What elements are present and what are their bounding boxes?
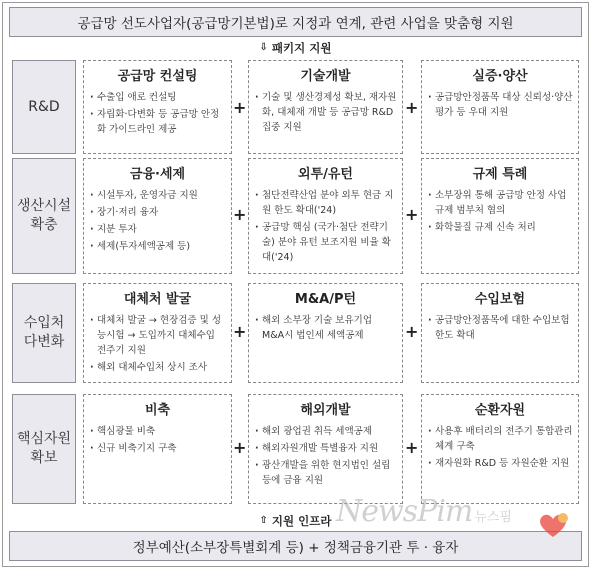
plus-icon: + — [405, 98, 419, 117]
list-item: · 대체처 발굴 → 현장검증 및 성능시험 → 도입까지 대체수입 전주기 지원 — [89, 313, 226, 358]
plus-icon: + — [405, 322, 419, 341]
plus-icon: + — [233, 98, 247, 117]
list-item: · 재자원화 R&D 등 자원순환 지원 — [427, 456, 573, 471]
plus-icon: + — [233, 438, 247, 457]
plus-icon: + — [405, 205, 419, 224]
box-title: 공급망 컨설팅 — [117, 69, 198, 84]
box-supply-chain-consulting — [83, 60, 232, 154]
plus-icon: + — [405, 438, 419, 457]
row-label-text: 생산시설 확충 — [16, 198, 72, 233]
plus-icon: + — [233, 205, 247, 224]
box-foreign-investment-reshoring — [248, 158, 403, 274]
list-item: · 해외 소부장 기술 보유기업 M&A시 법인세 세액공제 — [254, 313, 397, 343]
box-demonstration-mass-production — [421, 60, 579, 154]
list-item: · 핵심광물 비축 — [89, 424, 226, 439]
package-strip — [9, 40, 582, 55]
box-stockpiling — [83, 394, 232, 504]
list-item: · 광산개발을 위한 현지법인 설립 등에 금융 지원 — [254, 458, 397, 488]
up-arrow-icon: ⇧ — [259, 515, 268, 526]
box-alternative-source-discovery — [83, 283, 232, 383]
header-title: 공급망 선도사업자(공급망기본법)로 지정과 연계, 관련 사업을 맞춤형 지원 — [77, 16, 514, 32]
list-item: · 해외 광업권 취득 세액공제 — [254, 424, 397, 439]
list-item: · 수출입 애로 컨설팅 — [89, 90, 226, 105]
watermark-logo: NewsPim 뉴스핌 — [336, 494, 512, 529]
list-item: · 세제(투자세액공제 등) — [89, 239, 226, 254]
box-title: 금융·세제 — [129, 167, 186, 182]
list-item: · 신규 비축기지 구축 — [89, 441, 226, 456]
box-title: 규제 특례 — [472, 167, 528, 182]
list-item: · 공급망 핵심 (국가·첨단 전략기술) 분야 유턴 보조지원 비율 확대('24) — [254, 220, 397, 265]
box-overseas-development — [248, 394, 403, 504]
watermark-heart-icon — [536, 510, 570, 540]
footer-banner — [9, 531, 582, 561]
box-title: 외투/유턴 — [298, 167, 353, 182]
list-item: · 자립화·다변화 등 공급망 안정화 가이드라인 제공 — [89, 107, 226, 137]
list-item: · 공급망안정품목 대상 신뢰성·양산평가 등 우대 지원 — [427, 90, 573, 120]
row-label-text: 핵심자원 확보 — [16, 431, 72, 466]
header-banner — [9, 7, 582, 37]
row-label-text: R&D — [28, 98, 60, 115]
down-arrow-icon: ⇩ — [259, 42, 268, 53]
list-item: · 장기·저리 융자 — [89, 205, 226, 220]
list-item: · 사용후 배터리의 전주기 통합관리체계 구축 — [427, 424, 573, 454]
row-label-text: 수입처 다변화 — [23, 315, 65, 350]
box-title: 해외개발 — [300, 403, 351, 418]
box-title: 수입보험 — [474, 292, 526, 307]
plus-icon: + — [233, 322, 247, 341]
box-regulatory-exemption — [421, 158, 579, 274]
list-item: · 해외 대체수입처 상시 조사 — [89, 360, 226, 375]
package-strip-label: 패키지 지원 — [271, 40, 332, 55]
box-mna-reshoring — [248, 283, 403, 383]
list-item: · 소부장위 통해 공급망 안정 사업 규제 범부처 협의 — [427, 188, 573, 218]
list-item: · 기술 및 생산경제성 확보, 재자원화, 대체재 개발 등 공급망 R&D 집중 지원 — [254, 90, 397, 135]
list-item: · 시설투자, 운영자금 지원 — [89, 188, 226, 203]
box-title: 대체처 발굴 — [123, 292, 192, 307]
box-title: 기술개발 — [300, 69, 351, 84]
row-label-import-diversification — [12, 283, 76, 383]
box-tech-development — [248, 60, 403, 154]
box-title: 실증·양산 — [472, 69, 528, 84]
box-title: M&A/P턴 — [294, 292, 357, 307]
box-import-insurance — [421, 283, 579, 383]
row-label-rnd — [12, 60, 76, 154]
box-circular-resources — [421, 394, 579, 504]
box-title: 비축 — [144, 403, 171, 418]
list-item: · 공급망안정품목에 대한 수입보험 한도 확대 — [427, 313, 573, 343]
list-item: · 화학물질 규제 신속 처리 — [427, 220, 573, 235]
infra-strip-label: 지원 인프라 — [271, 513, 332, 528]
list-item: · 지분 투자 — [89, 222, 226, 237]
row-label-core-resources — [12, 394, 76, 504]
footer-text: 정부예산(소부장특별회계 등) + 정책금융기관 투 · 융자 — [132, 540, 459, 556]
row-label-production-expansion — [12, 158, 76, 274]
box-finance-tax — [83, 158, 232, 274]
list-item: · 해외자원개발 특별융자 지원 — [254, 441, 397, 456]
list-item: · 첨단전략산업 분야 외투 현금 지원 한도 확대('24) — [254, 188, 397, 218]
box-title: 순환자원 — [474, 403, 526, 418]
